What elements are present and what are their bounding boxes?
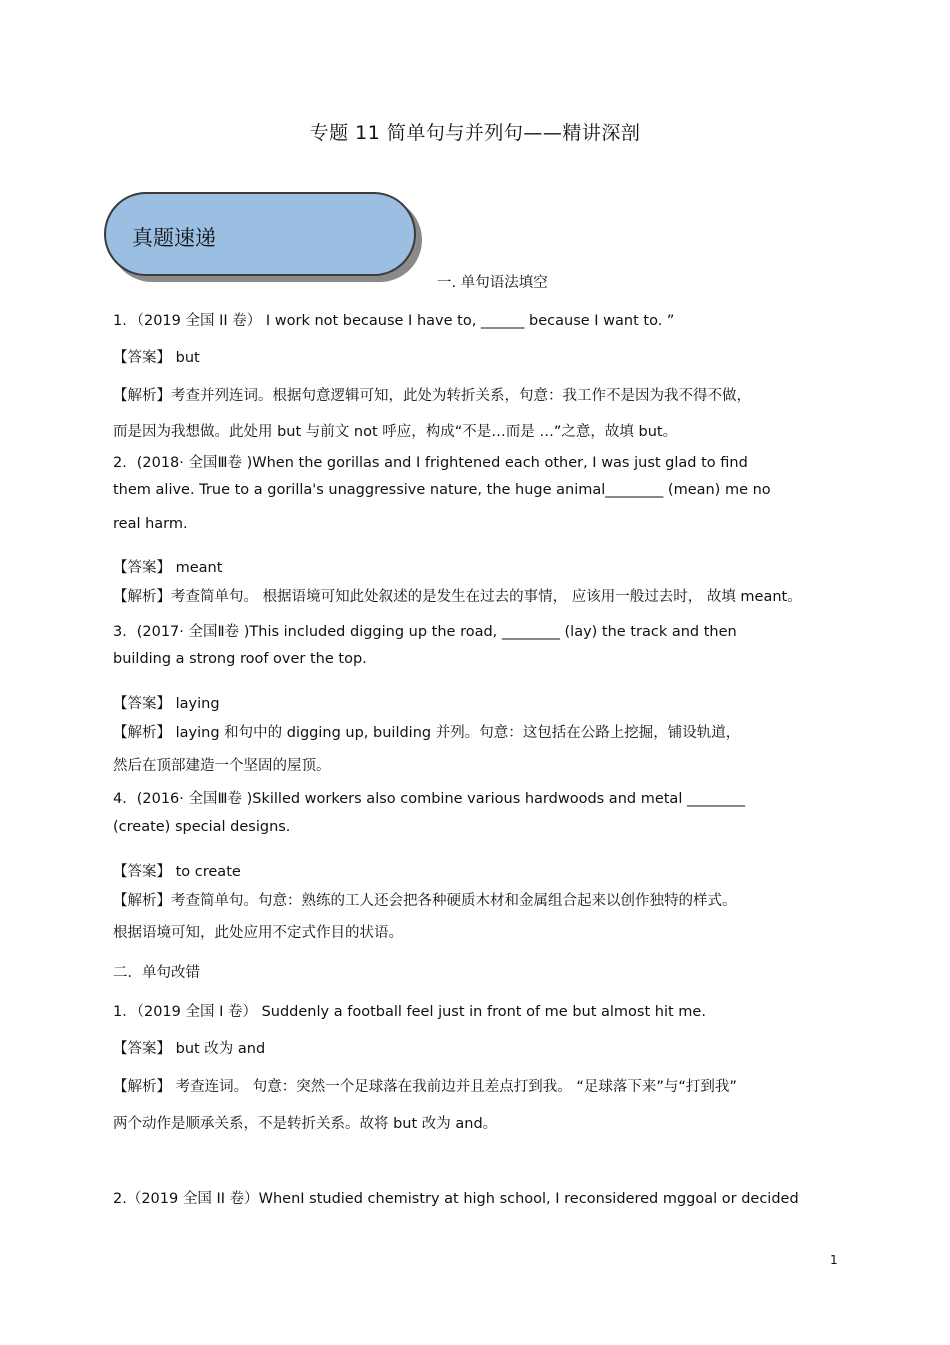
answer-3-fill: 【答案】 laying — [113, 696, 220, 712]
question-2-fill-line3: real harm. — [113, 516, 188, 532]
analysis-4-fill-line2: 根据语境可知，此处应用不定式作目的状语。 — [113, 925, 403, 941]
section-heading-fill-in: 一. 单句语法填空 — [437, 275, 548, 291]
section-badge — [104, 192, 422, 282]
question-3-fill-line1: 3．(2017· 全国Ⅱ卷 )This included digging up the road, ________ (lay) the track and then — [113, 624, 737, 640]
question-4-fill-line2: (create) special designs. — [113, 819, 291, 835]
analysis-4-fill-line1: 【解析】考查简单句。句意：熟练的工人还会把各种硬质木材和金属组合起来以创作独特的样式。 — [113, 893, 737, 909]
question-3-fill-line2: building a strong roof over the top. — [113, 651, 367, 667]
question-2-correction: 2.（2019 全国 II 卷）WhenI studied chemistry at high school, I reconsidered mggoal or decided — [113, 1191, 799, 1207]
analysis-3-fill-line1: 【解析】 laying 和句中的 digging up, building 并列。句意：这包括在公路上挖掘，铺设轨道， — [113, 725, 741, 741]
question-1-correction: 1．（2019 全国 I 卷） Suddenly a football feel just in front of me but almost hit me. — [113, 1004, 706, 1020]
analysis-2-fill: 【解析】考查简单句。 根据语境可知此处叙述的是发生在过去的事情， 应该用一般过去时， 故填 meant。 — [113, 589, 802, 605]
analysis-1-fill-line1: 【解析】考查并列连词。根据句意逻辑可知，此处为转折关系，句意：我工作不是因为我不得不做， — [113, 388, 751, 404]
answer-1-fill: 【答案】 but — [113, 350, 200, 366]
analysis-3-fill-line2: 然后在顶部建造一个坚固的屋顶。 — [113, 758, 331, 774]
analysis-1-fill-line2: 而是因为我想做。此处用 but 与前文 not 呼应，构成“不是…而是 …”之意，故填 but。 — [113, 424, 678, 440]
answer-2-fill: 【答案】 meant — [113, 560, 223, 576]
badge-shape — [104, 192, 416, 276]
analysis-1-correction-line2: 两个动作是顺承关系，不是转折关系。故将 but 改为 and。 — [113, 1116, 498, 1132]
answer-1-correction: 【答案】 but 改为 and — [113, 1041, 266, 1057]
question-2-fill-line1: 2．(2018· 全国Ⅲ卷 )When the gorillas and I frightened each other, I was just glad to find — [113, 455, 748, 471]
question-4-fill-line1: 4．(2016· 全国Ⅲ卷 )Skilled workers also combine various hardwoods and metal ________ — [113, 791, 745, 807]
page-title: 专题 11 简单句与并列句——精讲深剖 — [309, 122, 641, 144]
badge-label: 真题速递 — [132, 226, 216, 250]
page-number: 1 — [830, 1253, 838, 1267]
question-1-fill: 1．（2019 全国 II 卷） I work not because I have to, ______ because I want to. ” — [113, 313, 675, 329]
answer-4-fill: 【答案】 to create — [113, 864, 241, 880]
section-heading-error-correction: 二．单句改错 — [113, 965, 200, 981]
question-2-fill-line2: them alive. True to a gorilla's unaggressive nature, the huge animal________ (mean) me no — [113, 482, 771, 498]
analysis-1-correction-line1: 【解析】 考查连词。 句意：突然一个足球落在我前边并且差点打到我。 “足球落下来”与“打到我” — [113, 1079, 737, 1095]
